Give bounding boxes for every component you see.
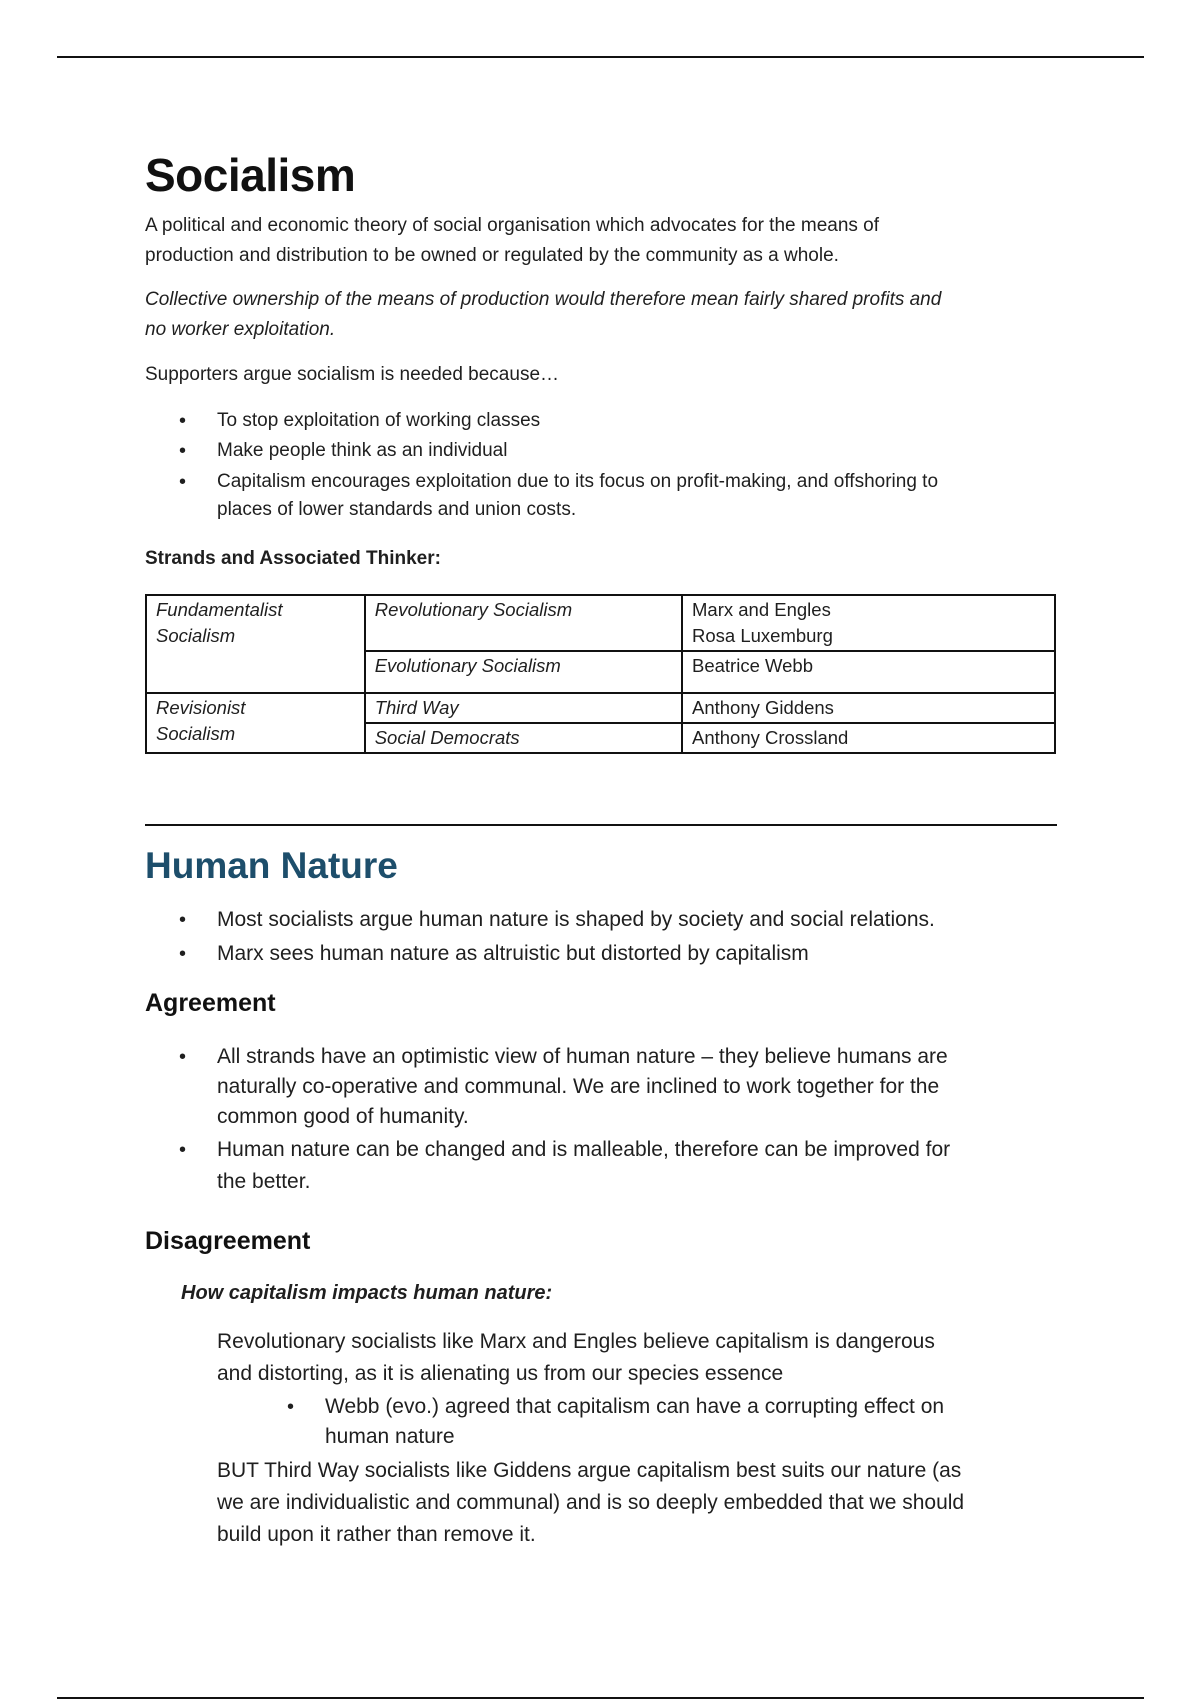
para-line: BUT Third Way socialists like Giddens argue capitalism best suits our nature (as bbox=[217, 1459, 962, 1482]
note-line: Collective ownership of the means of production would therefore mean fairly shared profits and bbox=[145, 289, 942, 310]
thinker-cell: Anthony Giddens bbox=[682, 693, 1055, 723]
para-line: we are individualistic and communal) and is so deeply embedded that we should bbox=[217, 1491, 965, 1514]
point-text: common good of humanity. bbox=[217, 1105, 469, 1128]
agreement-list bbox=[145, 1042, 1057, 1198]
thinker-cell bbox=[682, 595, 1055, 651]
thinker-name: Marx and Engles bbox=[692, 599, 831, 620]
para-line: build upon it rather than remove it. bbox=[217, 1523, 536, 1546]
page-title: Socialism bbox=[145, 149, 356, 201]
disagreement-subheading: How capitalism impacts human nature: bbox=[181, 1282, 553, 1304]
list-item bbox=[145, 903, 1057, 937]
point-text: the better. bbox=[217, 1170, 311, 1193]
definition-line: A political and economic theory of social organisation which advocates for the means of bbox=[145, 215, 880, 236]
strand-cell: Third Way bbox=[365, 693, 682, 723]
supporters-intro: Supporters argue socialism is needed because… bbox=[145, 364, 560, 385]
point-text: human nature bbox=[325, 1425, 455, 1448]
top-rule bbox=[57, 56, 1144, 58]
list-item bbox=[145, 468, 1057, 524]
reasons-list bbox=[145, 406, 1057, 524]
strands-table bbox=[145, 594, 1056, 754]
strand-group-cell bbox=[146, 595, 365, 693]
point-text: All strands have an optimistic view of human nature – they believe humans are bbox=[217, 1045, 948, 1068]
table-row bbox=[146, 595, 1055, 651]
list-item bbox=[145, 406, 1057, 436]
point-text: Marx sees human nature as altruistic but distorted by capitalism bbox=[217, 942, 809, 965]
disagreement-sublist bbox=[253, 1392, 1053, 1452]
point-text: Webb (evo.) agreed that capitalism can have a corrupting effect on bbox=[325, 1395, 945, 1418]
list-item bbox=[253, 1392, 1053, 1452]
bottom-rule bbox=[57, 1697, 1144, 1699]
thinker-cell: Anthony Crossland bbox=[682, 723, 1055, 753]
para-line: Revolutionary socialists like Marx and Engles believe capitalism is dangerous bbox=[217, 1330, 935, 1353]
table-row bbox=[146, 693, 1055, 723]
strands-heading: Strands and Associated Thinker: bbox=[145, 548, 441, 569]
strand-cell: Revolutionary Socialism bbox=[365, 595, 682, 651]
collective-ownership-note bbox=[145, 285, 1057, 345]
list-item bbox=[145, 937, 1057, 971]
list-item bbox=[145, 436, 1057, 466]
strand-cell: Evolutionary Socialism bbox=[365, 651, 682, 693]
definition bbox=[145, 211, 1057, 271]
agreement-heading: Agreement bbox=[145, 989, 276, 1017]
definition-line: production and distribution to be owned or regulated by the community as a whole. bbox=[145, 245, 839, 266]
reason-text: To stop exploitation of working classes bbox=[217, 410, 541, 431]
group-label: Fundamentalist bbox=[156, 599, 283, 620]
strand-group-cell bbox=[146, 693, 365, 753]
reason-text: Make people think as an individual bbox=[217, 440, 508, 461]
note-line: no worker exploitation. bbox=[145, 319, 336, 340]
section-divider bbox=[145, 824, 1057, 826]
group-label: Revisionist bbox=[156, 697, 246, 718]
thinker-cell: Beatrice Webb bbox=[682, 651, 1055, 693]
thinker-name: Rosa Luxemburg bbox=[692, 625, 833, 646]
list-item bbox=[145, 1134, 1057, 1198]
strand-cell: Social Democrats bbox=[365, 723, 682, 753]
group-label: Socialism bbox=[156, 723, 236, 744]
disagreement-heading: Disagreement bbox=[145, 1227, 311, 1255]
disagreement-para2 bbox=[217, 1455, 1077, 1551]
reason-text: Capitalism encourages exploitation due to its focus on profit-making, and offshoring to bbox=[217, 471, 939, 492]
human-nature-list bbox=[145, 903, 1057, 971]
list-item bbox=[145, 1042, 1057, 1132]
point-text: Human nature can be changed and is malleable, therefore can be improved for bbox=[217, 1138, 951, 1161]
group-label: Socialism bbox=[156, 625, 236, 646]
para-line: and distorting, as it is alienating us from our species essence bbox=[217, 1362, 784, 1385]
human-nature-title: Human Nature bbox=[145, 845, 398, 886]
point-text: naturally co-operative and communal. We are inclined to work together for the bbox=[217, 1075, 940, 1098]
point-text: Most socialists argue human nature is shaped by society and social relations. bbox=[217, 908, 935, 931]
disagreement-para1 bbox=[217, 1326, 1057, 1390]
reason-text: places of lower standards and union costs. bbox=[217, 499, 577, 520]
